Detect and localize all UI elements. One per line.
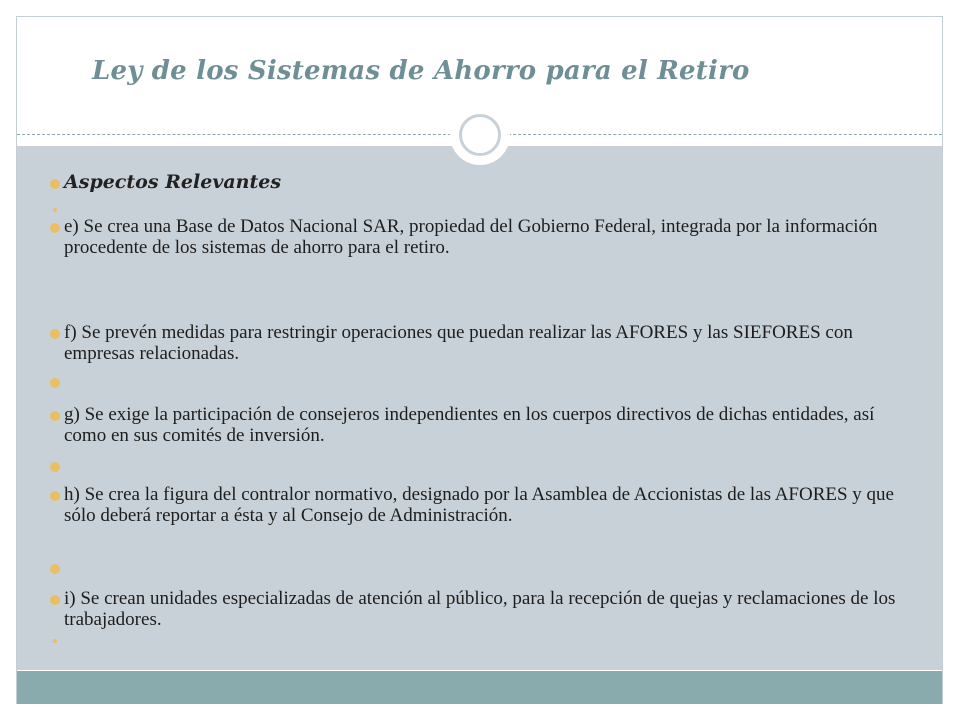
bullet-text: i) Se crean unidades especializadas de atención al público, para la recepción de quejas y reclamaciones de los trabajadores.	[64, 588, 896, 630]
bullet-dot-icon	[50, 462, 60, 472]
footer-band	[17, 671, 942, 704]
slide-title: Ley de los Sistemas de Ahorro para el Retiro	[92, 56, 750, 86]
bullet-text: g) Se exige la participación de consejeros independientes en los cuerpos directivos de dichas entidades, así como en sus comités de inversión.	[64, 404, 875, 446]
bullet-text: e) Se crea una Base de Datos Nacional SAR, propiedad del Gobierno Federal, integrada por la información procedente de los sistemas de ahorro para el retiro.	[64, 216, 878, 258]
bullet-text: f) Se prevén medidas para restringir operaciones que puedan realizar las AFORES y las SIEFORES con empresas relacionadas.	[64, 322, 853, 364]
bullet-dot-icon	[50, 179, 60, 189]
bullet-dot-icon	[50, 491, 60, 501]
bullet-dot-icon	[50, 595, 60, 605]
bullet-dot-icon	[50, 223, 60, 233]
bullet-dot-icon	[50, 411, 60, 421]
bullet-dot-icon	[50, 564, 60, 574]
bullet-dot-icon	[50, 378, 60, 388]
bullet-text: h) Se crea la figura del contralor normativo, designado por la Asamblea de Accionistas de las AFORES y que sólo deberá reportar a ésta y al Consejo de Administración.	[64, 484, 894, 526]
section-heading: Aspectos Relevantes	[64, 171, 282, 193]
bullet-dot-icon	[53, 208, 57, 212]
bullet-dot-icon	[53, 639, 57, 643]
bullet-dot-icon	[50, 329, 60, 339]
decorative-circle-icon	[459, 114, 501, 156]
